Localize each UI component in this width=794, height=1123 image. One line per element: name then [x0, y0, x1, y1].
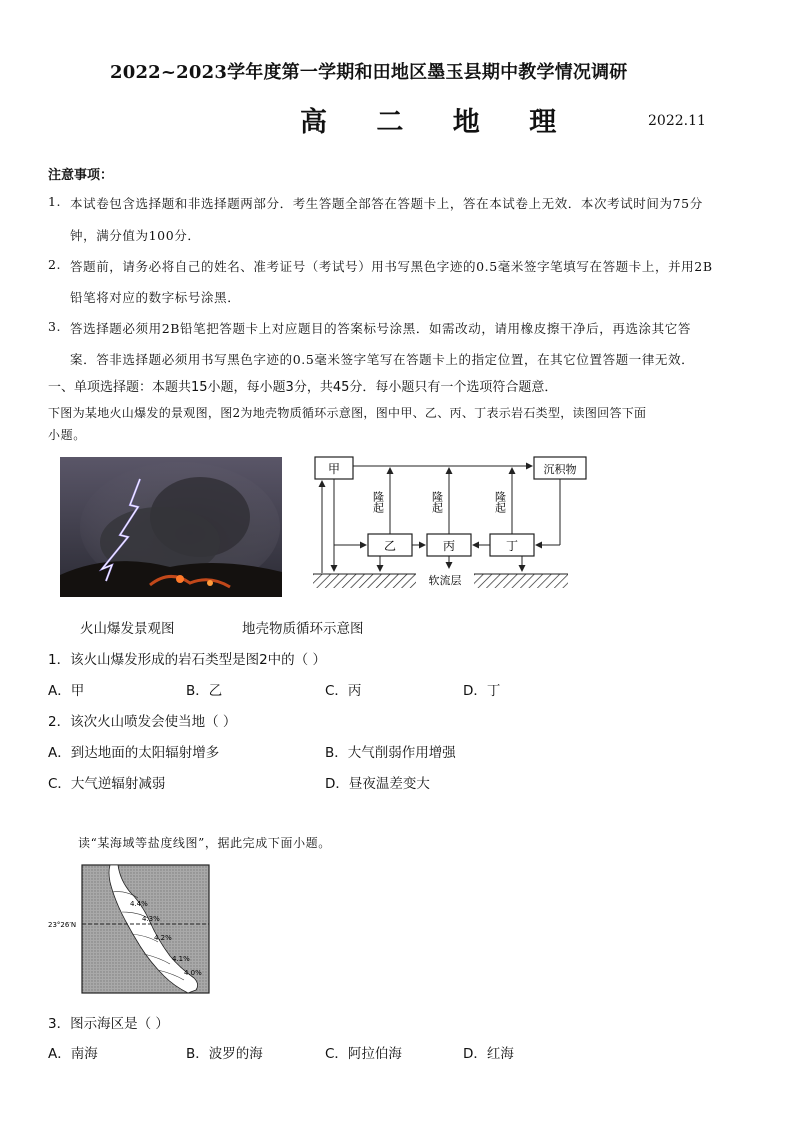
question-2-option-d: D．昼夜温差变大 — [325, 776, 430, 792]
isohaline-label-5: 4.0% — [184, 969, 202, 977]
isohaline-label-1: 4.4% — [130, 900, 148, 908]
isohaline-label-4: 4.1% — [172, 955, 190, 963]
subject-title: 高 二 地 理 — [300, 107, 577, 138]
section1-title: 一、单项选择题：本题共15小题，每小题3分，共45分．每小题只有一个选项符合题意． — [48, 380, 558, 395]
notice-item-3-line2: 案．答非选择题必须用书写黑色字迹的0.5毫米签字笔写在答题卡上的指定位置，在其它位置答题一律无效． — [70, 352, 695, 367]
exam-title: 2022~2023学年度第一学期和田地区墨玉县期中教学情况调研 — [110, 62, 628, 83]
notice-item-1-num: 1. — [48, 194, 62, 209]
uplift-label-1: 隆起 — [371, 491, 385, 513]
volcano-eruption-photo — [60, 457, 282, 597]
salinity-isoline-map — [46, 860, 216, 998]
notice-item-2-num: 2. — [48, 257, 62, 272]
notice-item-3-line1: 答选择题必须用2B铅笔把答题卡上对应题目的答案标号涂黑．如需改动，请用橡皮擦干净后，再选涂其它答 — [70, 321, 691, 336]
notice-item-2-line2: 铅笔将对应的数字标号涂黑． — [70, 290, 241, 305]
uplift-label-2: 隆起 — [430, 491, 444, 513]
box-sediment-label: 沉积物 — [543, 463, 577, 476]
question-2-option-c: C．大气逆辐射减弱 — [48, 776, 166, 792]
uplift-label-3: 隆起 — [493, 491, 507, 513]
question-2-option-b: B．大气削弱作用增强 — [325, 745, 456, 761]
box-ding-label: 丁 — [505, 539, 519, 553]
section1-intro-line2: 小题。 — [48, 428, 86, 442]
notice-item-2-line1: 答题前，请务必将自己的姓名、准考证号（考试号）用书写黑色字迹的0.5毫米签字笔填写在答题卡上，并用2B — [70, 259, 713, 274]
notice-heading: 注意事项： — [48, 168, 114, 183]
question-1-stem: 1．该火山爆发形成的岩石类型是图2中的（ ） — [48, 652, 326, 668]
notice-item-1-line2: 钟，满分值为100分． — [70, 228, 201, 243]
notice-item-1-line1: 本试卷包含选择题和非选择题两部分．考生答题全部答在答题卡上，答在本试卷上无效．本次考试时间为75分 — [70, 196, 703, 211]
question-2-option-a: A．到达地面的太阳辐射增多 — [48, 745, 220, 761]
section2-intro: 读“某海域等盐度线图”，据此完成下面小题。 — [78, 836, 331, 850]
question-1-option-c: C．丙 — [325, 683, 362, 699]
section1-intro-line1: 下图为某地火山爆发的景观图，图2为地壳物质循环示意图，图中甲、乙、丙、丁表示岩石类型，读图回答下面 — [48, 406, 647, 420]
question-2-stem: 2．该次火山喷发会使当地（ ） — [48, 714, 237, 730]
box-jia-label: 甲 — [327, 462, 341, 476]
question-3-option-b: B．波罗的海 — [186, 1046, 263, 1062]
isohaline-label-2: 4.3% — [142, 915, 160, 923]
box-bing-label: 丙 — [442, 539, 456, 553]
question-1-option-d: D．丁 — [463, 683, 501, 699]
question-3-option-d: D．红海 — [463, 1046, 514, 1062]
box-yi-label: 乙 — [383, 539, 397, 553]
question-1-option-a: A．甲 — [48, 683, 85, 699]
notice-item-3-num: 3. — [48, 319, 62, 334]
exam-date: 2022.11 — [648, 113, 706, 129]
crust-material-cycle-diagram — [308, 452, 593, 600]
question-3-option-c: C．阿拉伯海 — [325, 1046, 402, 1062]
photo-caption: 火山爆发景观图 — [80, 621, 175, 637]
asthenosphere-label: 软流层 — [428, 574, 462, 587]
question-3-stem: 3．图示海区是（ ） — [48, 1016, 169, 1032]
question-1-option-b: B．乙 — [186, 683, 223, 699]
diagram-caption: 地壳物质循环示意图 — [242, 621, 364, 637]
question-3-option-a: A．南海 — [48, 1046, 98, 1062]
latitude-label: 23°26′N — [48, 921, 77, 929]
isohaline-label-3: 4.2% — [154, 934, 172, 942]
